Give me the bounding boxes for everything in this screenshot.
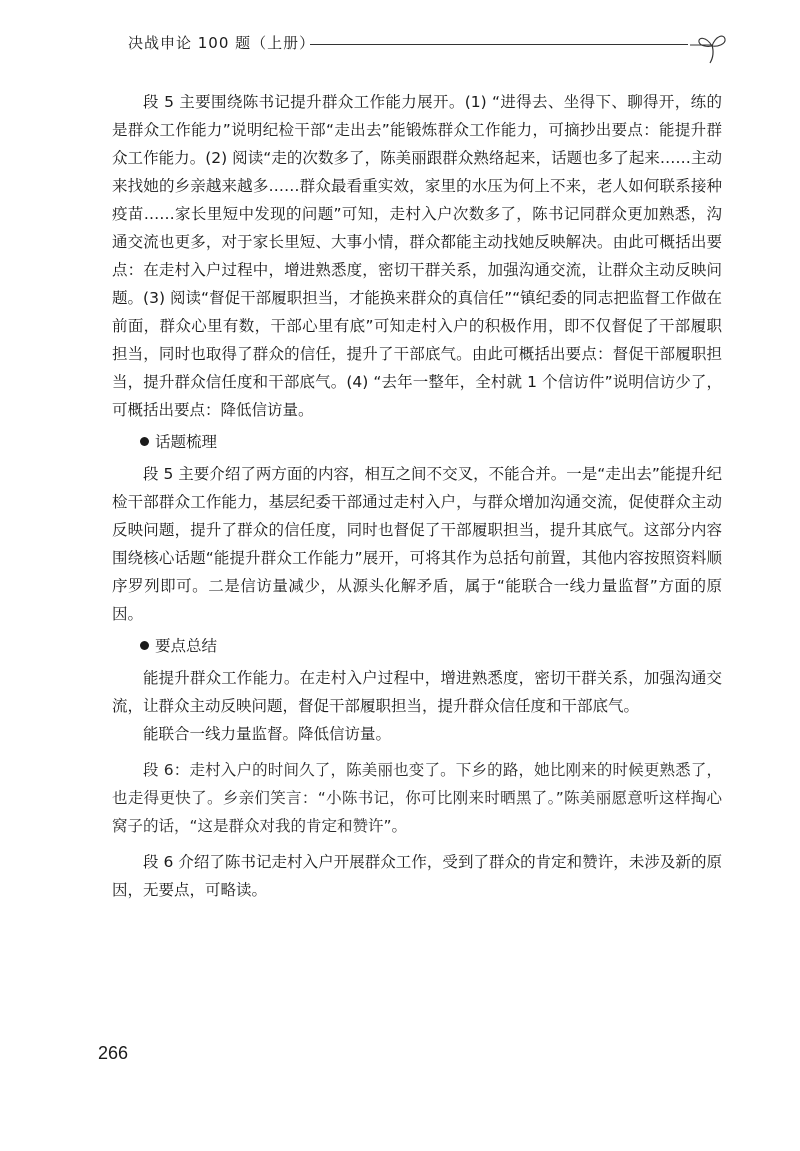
summary-point-1: 能提升群众工作能力。在走村入户过程中，增进熟悉度，密切干群关系，加强沟通交流，让群众主动反映问题，督促干部履职担当，提升群众信任度和干部底气。	[112, 669, 722, 715]
summary-point-2: 能联合一线力量监督。降低信访量。	[143, 725, 392, 743]
section-heading-label: 要点总结	[155, 637, 218, 655]
analysis-paragraph-6: 段 6 介绍了陈书记走村入户开展群众工作，受到了群众的肯定和赞许，未涉及新的原因，无要点，可略读。	[112, 853, 722, 899]
section-heading-label: 话题梳理	[155, 433, 218, 451]
book-title: 决战申论 100 题（上册）	[128, 34, 316, 52]
sprout-icon	[688, 30, 728, 66]
bullet-icon	[140, 641, 149, 650]
section-heading-topic	[140, 428, 722, 456]
body-text	[112, 88, 722, 904]
bullet-icon	[140, 437, 149, 446]
topic-paragraph: 段 5 主要介绍了两方面的内容，相互之间不交叉，不能合并。一是“走出去”能提升纪检干部群众工作能力，基层纪委干部通过走村入户，与群众增加沟通交流，促使群众主动反映问题，提升了群众的信任度，同时也督促了干部履职担当，提升其底气。这部分内容围绕核心话题“能提升群众工作能力”展开，可将其作为总括句前置，其他内容按照资料顺序罗列即可。二是信访量减少，从源头化解矛盾，属于“能联合一线力量监督”方面的原因。	[112, 465, 722, 623]
source-paragraph-6: 段 6：走村入户的时间久了，陈美丽也变了。下乡的路，她比刚来的时候更熟悉了，也走得更快了。乡亲们笑言：“小陈书记，你可比刚来时晒黑了。”陈美丽愿意听这样掏心窝子的话，“这是群众对我的肯定和赞许”。	[112, 761, 722, 835]
running-header	[128, 30, 728, 70]
section-heading-summary	[140, 632, 722, 660]
analysis-paragraph-5: 段 5 主要围绕陈书记提升群众工作能力展开。(1) “进得去、坐得下、聊得开，练的是群众工作能力”说明纪检干部“走出去”能锻炼群众工作能力，可摘抄出要点：能提升群众工作能力。(2) 阅读“走的次数多了，陈美丽跟群众熟络起来，话题也多了起来……主动来找她的乡亲越来越多……群众最看重实效，家里的水压为何上不来，老人如何联系接种疫苗……家长里短中发现的问题”可知，走村入户次数多了，陈书记同群众更加熟悉，沟通交流也更多，对于家长里短、大事小情，群众都能主动找她反映解决。由此可概括出要点：在走村入户过程中，增进熟悉度，密切干群关系，加强沟通交流，让群众主动反映问题。(3) 阅读“督促干部履职担当，才能换来群众的真信任”“镇纪委的同志把监督工作做在前面，群众心里有数，干部心里有底”可知走村入户的积极作用，即不仅督促了干部履职担当，同时也取得了群众的信任，提升了干部底气。由此可概括出要点：督促干部履职担当，提升群众信任度和干部底气。(4) “去年一整年，全村就 1 个信访件”说明信访少了，可概括出要点：降低信访量。	[112, 93, 722, 419]
page-number: 266	[98, 1043, 129, 1063]
header-rule	[310, 44, 688, 45]
